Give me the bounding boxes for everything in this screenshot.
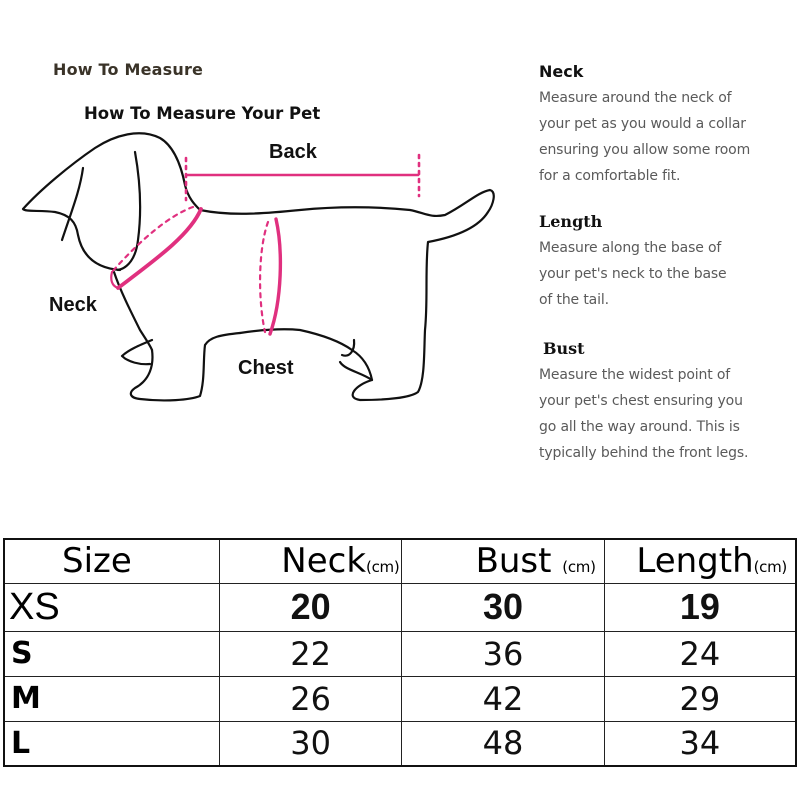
length-cell: 29 — [604, 676, 796, 721]
bust-cell: 48 — [402, 721, 604, 766]
length-cell: 24 — [604, 631, 796, 676]
header-length-unit: (cm) — [753, 558, 787, 577]
neck-cell: 20 — [219, 583, 402, 631]
length-line-3: of the tail. — [539, 292, 609, 308]
table-row — [4, 631, 796, 676]
table-row — [4, 583, 796, 631]
table-header-row — [4, 539, 796, 583]
header-length — [604, 539, 796, 583]
header-neck-label: Neck — [281, 541, 367, 582]
bust-line-3: go all the way around. This is — [539, 419, 740, 435]
size-chart-table — [3, 538, 797, 767]
size-cell: XS — [4, 583, 219, 631]
header-length-label: Length — [636, 541, 754, 582]
neck-cell: 26 — [219, 676, 402, 721]
neck-label: Neck — [49, 294, 97, 316]
table-row — [4, 721, 796, 766]
bust-line-1: Measure the widest point of — [539, 367, 731, 383]
length-instructions — [539, 212, 799, 313]
neck-cell: 22 — [219, 631, 402, 676]
header-neck — [219, 539, 402, 583]
neck-heading: Neck — [539, 62, 584, 81]
header-bust-label: Bust — [475, 541, 563, 582]
section-title: How To Measure — [53, 60, 204, 79]
header-size-label: Size — [62, 541, 132, 582]
table-row — [4, 676, 796, 721]
neck-instructions — [539, 62, 799, 189]
header-bust-unit: (cm) — [562, 558, 596, 577]
neck-line-4: for a comfortable fit. — [539, 168, 681, 184]
neck-cell: 30 — [219, 721, 402, 766]
size-cell: M — [4, 676, 219, 721]
header-neck-unit: (cm) — [366, 558, 400, 577]
bust-heading: Bust — [543, 339, 585, 358]
neck-line-3: ensuring you allow some room — [539, 142, 751, 158]
bust-cell: 30 — [402, 583, 604, 631]
length-cell: 34 — [604, 721, 796, 766]
length-line-2: your pet's neck to the base — [539, 266, 727, 282]
header-bust — [402, 539, 604, 583]
bust-cell: 36 — [402, 631, 604, 676]
length-line-1: Measure along the base of — [539, 240, 722, 256]
bust-cell: 42 — [402, 676, 604, 721]
length-heading: Length — [539, 212, 603, 231]
neck-line-1: Measure around the neck of — [539, 90, 732, 106]
diagram-title: How To Measure Your Pet — [84, 104, 321, 123]
back-label: Back — [269, 141, 317, 163]
size-cell: S — [4, 631, 219, 676]
bust-instructions — [539, 339, 800, 466]
bust-line-2: your pet's chest ensuring you — [539, 393, 743, 409]
length-cell: 19 — [604, 583, 796, 631]
header-size — [4, 539, 219, 583]
bust-line-4: typically behind the front legs. — [539, 445, 749, 461]
size-cell: L — [4, 721, 219, 766]
neck-line-2: your pet as you would a collar — [539, 116, 746, 132]
chest-label: Chest — [238, 357, 294, 379]
